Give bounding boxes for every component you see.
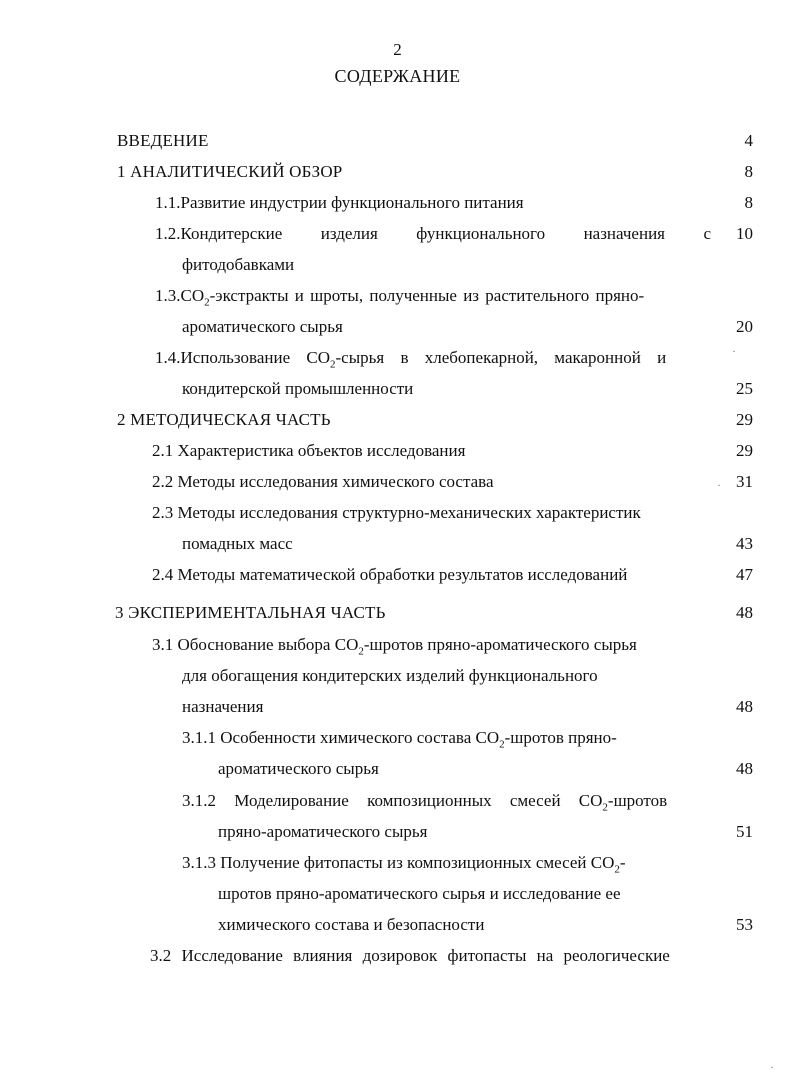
toc-word: 1.2.Кондитерские	[155, 224, 283, 243]
toc-page-number: 10	[736, 224, 753, 243]
toc-entry-title-cont: для обогащения кондитерских изделий функционального	[182, 666, 598, 685]
toc-page-number: 31	[736, 472, 753, 491]
toc-entry-3-1-1-cont	[0, 753, 795, 784]
toc-entry-3-1-2-cont	[0, 816, 795, 847]
toc-entry-title-cont: фитодобавками	[182, 255, 295, 274]
toc-entry-title: 2 МЕТОДИЧЕСКАЯ ЧАСТЬ	[117, 410, 331, 429]
toc-entry-title-cont: назначения	[182, 697, 264, 716]
toc-entry-2-4	[0, 559, 795, 590]
scan-mark: ·	[770, 1060, 774, 1074]
page-number: 2	[393, 40, 402, 59]
toc-entry-title-cont: ароматического сырья	[182, 317, 343, 336]
toc-entry-2-2	[0, 466, 795, 497]
toc-page-number: 25	[736, 379, 753, 398]
toc-entry-title: 3.2 Исследование влияния дозировок фитопасты на реологические	[150, 946, 670, 965]
toc-entry-title: 2.4 Методы математической обработки результатов исследований	[152, 565, 628, 584]
toc-page-number: 53	[736, 915, 753, 934]
toc-entry-3-1-1	[0, 722, 795, 753]
toc-entry-section-1	[0, 156, 795, 187]
toc-entry-3-1-cont	[0, 660, 795, 691]
toc-page-number: 29	[736, 441, 753, 460]
toc-entry-title-cont: помадных масс	[182, 534, 293, 553]
toc-entry-title: ВВЕДЕНИЕ	[117, 131, 209, 150]
scan-mark: ·	[717, 478, 721, 492]
toc-entry-title: 3 ЭКСПЕРИМЕНТАЛЬНАЯ ЧАСТЬ	[115, 603, 386, 622]
toc-entry-title: 3.1 Обоснование выбора $CO_2$-шротов пряно-ароматического сырья	[152, 635, 637, 658]
toc-entry-title: 1.4.Использование $CO_2$-сырья в хлебопекарной, макаронной и	[155, 348, 667, 371]
toc-word: с	[703, 224, 711, 243]
toc-page-number: 29	[736, 410, 753, 429]
toc-entry-2-3	[0, 497, 795, 528]
toc-entry-section-2	[0, 404, 795, 435]
toc-page-number: 51	[736, 822, 753, 841]
toc-entry-1-4-cont	[0, 373, 795, 404]
toc-word: назначения	[583, 224, 665, 243]
toc-entry-3-2	[0, 940, 795, 971]
toc-entry-title: 1 АНАЛИТИЧЕСКИЙ ОБЗОР	[117, 162, 343, 181]
toc-entry-title: 3.1.3 Получение фитопасты из композиционных смесей $CO_2-$	[182, 853, 626, 876]
toc-entry-title: 2.2 Методы исследования химического состава	[152, 472, 494, 491]
toc-entry-title-cont: химического состава и безопасности	[218, 915, 485, 934]
toc-entry-1-3	[0, 280, 795, 311]
toc-entry-title-cont: шротов пряно-ароматического сырья и исследование ее	[218, 884, 621, 903]
toc-entry-1-4	[0, 342, 795, 373]
toc-entry-3-1-3	[0, 847, 795, 878]
toc-entry-title-cont: ароматического сырья	[218, 759, 379, 778]
toc-entry-1-2	[0, 218, 795, 249]
toc-page-number: 8	[744, 162, 753, 181]
toc-entry-2-1	[0, 435, 795, 466]
toc-entry-title-cont: кондитерской промышленности	[182, 379, 414, 398]
toc-page-number: 47	[736, 565, 753, 584]
toc-page-number: 4	[744, 131, 753, 150]
toc-entry-3-1-3-cont	[0, 878, 795, 909]
toc-entry-3-1-cont2	[0, 691, 795, 722]
toc-entry-3-1	[0, 629, 795, 660]
toc-page-number: 43	[736, 534, 753, 553]
toc-page-number: 20	[736, 317, 753, 336]
toc-entry-title: 1.1.Развитие индустрии функционального питания	[155, 193, 524, 212]
toc-word: функционального	[416, 224, 546, 243]
toc-entry-3-1-3-cont2	[0, 909, 795, 940]
toc-page-number: 48	[736, 603, 753, 622]
scan-mark: ·	[732, 344, 736, 358]
toc-word: изделия	[320, 224, 378, 243]
toc-entry-title-cont: пряно-ароматического сырья	[218, 822, 428, 841]
toc-entry-title: 2.3 Методы исследования структурно-механических характеристик	[152, 503, 641, 522]
page-title: СОДЕРЖАНИЕ	[334, 66, 461, 86]
toc-entry-section-3	[0, 597, 795, 628]
toc-entry-3-1-2	[0, 785, 795, 816]
toc-entry-1-2-cont	[0, 249, 795, 280]
toc-page-number: 48	[736, 759, 753, 778]
toc-entry-title	[155, 218, 711, 249]
toc-entry-2-3-cont	[0, 528, 795, 559]
toc-page-number: 8	[744, 193, 753, 212]
toc-page-number: 48	[736, 697, 753, 716]
toc-entry-title: 3.1.1 Особенности химического состава $CO_2$-шротов пряно-	[182, 728, 617, 751]
toc-entry-1-3-cont	[0, 311, 795, 342]
toc-entry-title: 3.1.2 Моделирование композиционных смесей $CO_2$-шротов	[182, 791, 668, 814]
toc-entry-title: $1.3.CO_2$-экстракты и шроты, полученные из растительного пряно-	[155, 286, 645, 309]
toc-entry-introduction	[0, 125, 795, 156]
toc-entry-1-1	[0, 187, 795, 218]
toc-entry-title: 2.1 Характеристика объектов исследования	[152, 441, 466, 460]
